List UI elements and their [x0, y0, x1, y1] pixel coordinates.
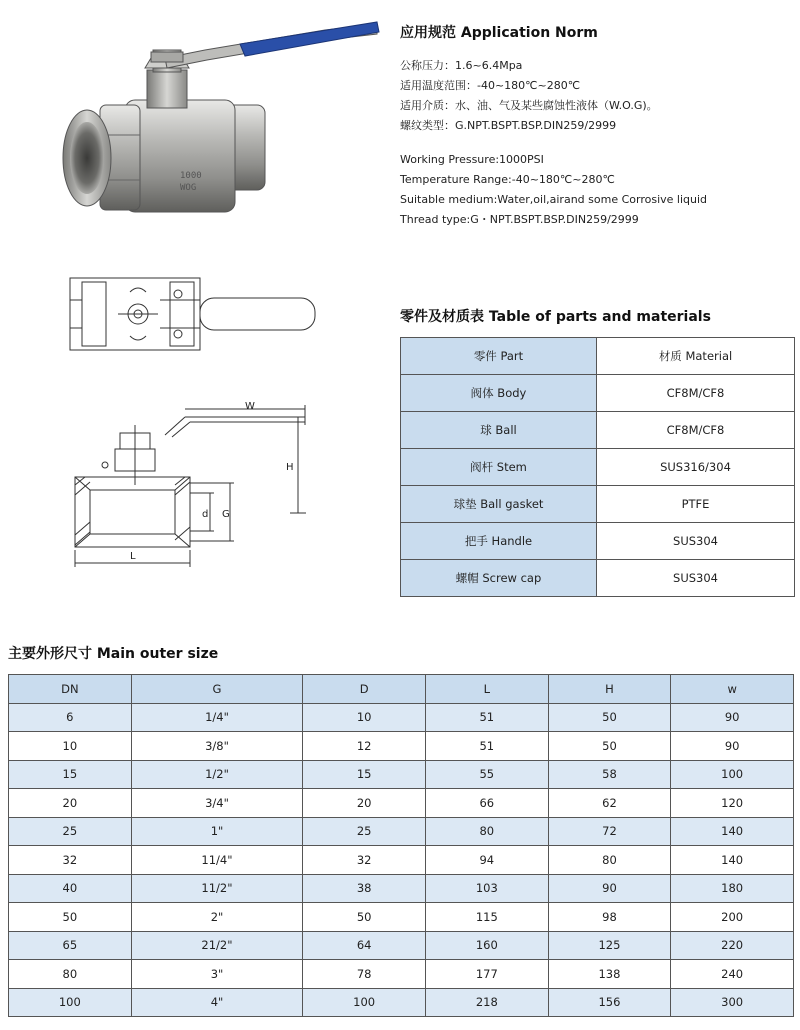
- table-row: [9, 703, 794, 732]
- dim-label-h: H: [286, 462, 294, 473]
- table-cell: 100: [9, 988, 132, 1017]
- part-name-cell: 把手 Handle: [401, 523, 597, 560]
- table-cell: 50: [548, 732, 671, 761]
- table-cell: 218: [425, 988, 548, 1017]
- application-cn-specs: [400, 56, 658, 136]
- table-cell: 64: [303, 931, 426, 960]
- table-cell: 66: [425, 789, 548, 818]
- dim-label-g: G: [222, 509, 230, 520]
- table-cell: 62: [548, 789, 671, 818]
- material-cell: SUS316/304: [597, 449, 795, 486]
- table-cell: 11/4": [131, 846, 303, 875]
- table-cell: 160: [425, 931, 548, 960]
- column-header: L: [425, 675, 548, 704]
- table-cell: 65: [9, 931, 132, 960]
- table-cell: 15: [9, 760, 132, 789]
- column-header: w: [671, 675, 794, 704]
- table-cell: 125: [548, 931, 671, 960]
- spec-medium-cn: 适用介质：水、油、气及某些腐蚀性液体（W.O.G)。: [400, 99, 658, 112]
- table-cell: 1/2": [131, 760, 303, 789]
- dim-label-l: L: [130, 551, 136, 562]
- spec-pressure-cn: 公称压力：1.6~6.4Mpa: [400, 59, 523, 72]
- table-cell: 32: [303, 846, 426, 875]
- spec-thread-cn: 螺纹类型：G.NPT.BSPT.BSP.DIN259/2999: [400, 119, 617, 132]
- table-cell: 21/2": [131, 931, 303, 960]
- table-row: [9, 817, 794, 846]
- table-cell: 1/4": [131, 703, 303, 732]
- top-view-drawing: [60, 270, 330, 360]
- table-cell: 15: [303, 760, 426, 789]
- table-cell: 140: [671, 846, 794, 875]
- table-cell: 138: [548, 960, 671, 989]
- spec-pressure-en: Working Pressure:1000PSI: [400, 153, 544, 166]
- table-cell: 38: [303, 874, 426, 903]
- parts-header-material: 材质 Material: [597, 338, 795, 375]
- table-row: [401, 412, 795, 449]
- table-cell: 180: [671, 874, 794, 903]
- table-cell: 6: [9, 703, 132, 732]
- table-cell: 10: [303, 703, 426, 732]
- table-row: [401, 560, 795, 597]
- part-name-cell: 球垫 Ball gasket: [401, 486, 597, 523]
- body-mark-text: 1000: [180, 171, 202, 181]
- table-row: [9, 760, 794, 789]
- table-row: [401, 449, 795, 486]
- table-row: [9, 846, 794, 875]
- table-cell: 200: [671, 903, 794, 932]
- table-row: [9, 789, 794, 818]
- table-row: [9, 903, 794, 932]
- table-cell: 50: [548, 703, 671, 732]
- table-cell: 58: [548, 760, 671, 789]
- table-cell: 11/2": [131, 874, 303, 903]
- table-cell: 80: [425, 817, 548, 846]
- table-cell: 90: [548, 874, 671, 903]
- spec-thread-en: Thread type:G・NPT.BSPT.BSP.DIN259/2999: [400, 213, 639, 226]
- material-cell: SUS304: [597, 523, 795, 560]
- parts-table: [400, 337, 795, 597]
- table-cell: 51: [425, 703, 548, 732]
- material-cell: SUS304: [597, 560, 795, 597]
- table-row: [401, 375, 795, 412]
- column-header: H: [548, 675, 671, 704]
- table-cell: 12: [303, 732, 426, 761]
- table-cell: 20: [303, 789, 426, 818]
- table-cell: 80: [9, 960, 132, 989]
- table-row: [401, 486, 795, 523]
- size-table-header: [9, 675, 794, 704]
- part-name-cell: 螺帽 Screw cap: [401, 560, 597, 597]
- table-cell: 115: [425, 903, 548, 932]
- table-cell: 177: [425, 960, 548, 989]
- dim-label-d: d: [202, 509, 209, 520]
- column-header: DN: [9, 675, 132, 704]
- table-row: [9, 874, 794, 903]
- table-cell: 40: [9, 874, 132, 903]
- table-cell: 80: [548, 846, 671, 875]
- table-row: [401, 523, 795, 560]
- table-cell: 78: [303, 960, 426, 989]
- table-cell: 25: [9, 817, 132, 846]
- spec-medium-en: Suitable medium:Water,oil,airand some Corrosive liquid: [400, 193, 708, 206]
- table-cell: 50: [303, 903, 426, 932]
- table-cell: 98: [548, 903, 671, 932]
- table-cell: 300: [671, 988, 794, 1017]
- spec-temperature-cn: 适用温度范围：-40~180℃~280℃: [400, 79, 581, 92]
- column-header: D: [303, 675, 426, 704]
- size-table-heading: 主要外形尺寸 Main outer size: [8, 646, 219, 662]
- table-cell: 32: [9, 846, 132, 875]
- part-name-cell: 球 Ball: [401, 412, 597, 449]
- table-cell: 72: [548, 817, 671, 846]
- table-cell: 90: [671, 732, 794, 761]
- ball-valve-photo: [55, 10, 385, 225]
- spec-temperature-en: Temperature Range:-40~180℃~280℃: [400, 173, 615, 186]
- size-table: [8, 674, 794, 1017]
- material-cell: PTFE: [597, 486, 795, 523]
- parts-table-header: [401, 338, 795, 375]
- table-cell: 2": [131, 903, 303, 932]
- dim-label-w: W: [245, 401, 255, 412]
- table-row: [9, 988, 794, 1017]
- table-cell: 3/8": [131, 732, 303, 761]
- table-cell: 20: [9, 789, 132, 818]
- part-name-cell: 阀体 Body: [401, 375, 597, 412]
- parts-table-heading: 零件及材质表 Table of parts and materials: [400, 309, 711, 325]
- table-cell: 220: [671, 931, 794, 960]
- table-cell: 50: [9, 903, 132, 932]
- table-cell: 140: [671, 817, 794, 846]
- table-row: [9, 732, 794, 761]
- table-cell: 3": [131, 960, 303, 989]
- parts-header-part: 零件 Part: [401, 338, 597, 375]
- table-cell: 120: [671, 789, 794, 818]
- table-cell: 90: [671, 703, 794, 732]
- table-cell: 3/4": [131, 789, 303, 818]
- table-cell: 1": [131, 817, 303, 846]
- table-cell: 25: [303, 817, 426, 846]
- table-cell: 94: [425, 846, 548, 875]
- table-row: [9, 931, 794, 960]
- table-cell: 10: [9, 732, 132, 761]
- column-header: G: [131, 675, 303, 704]
- table-cell: 100: [671, 760, 794, 789]
- table-row: [9, 960, 794, 989]
- table-cell: 55: [425, 760, 548, 789]
- material-cell: CF8M/CF8: [597, 412, 795, 449]
- table-cell: 51: [425, 732, 548, 761]
- table-cell: 240: [671, 960, 794, 989]
- application-heading: 应用规范 Application Norm: [400, 25, 598, 41]
- svg-text:WOG: WOG: [180, 183, 197, 193]
- table-cell: 4": [131, 988, 303, 1017]
- part-name-cell: 阀杆 Stem: [401, 449, 597, 486]
- table-cell: 156: [548, 988, 671, 1017]
- material-cell: CF8M/CF8: [597, 375, 795, 412]
- section-view-drawing: [60, 395, 340, 575]
- application-en-specs: [400, 150, 707, 230]
- table-cell: 103: [425, 874, 548, 903]
- table-cell: 100: [303, 988, 426, 1017]
